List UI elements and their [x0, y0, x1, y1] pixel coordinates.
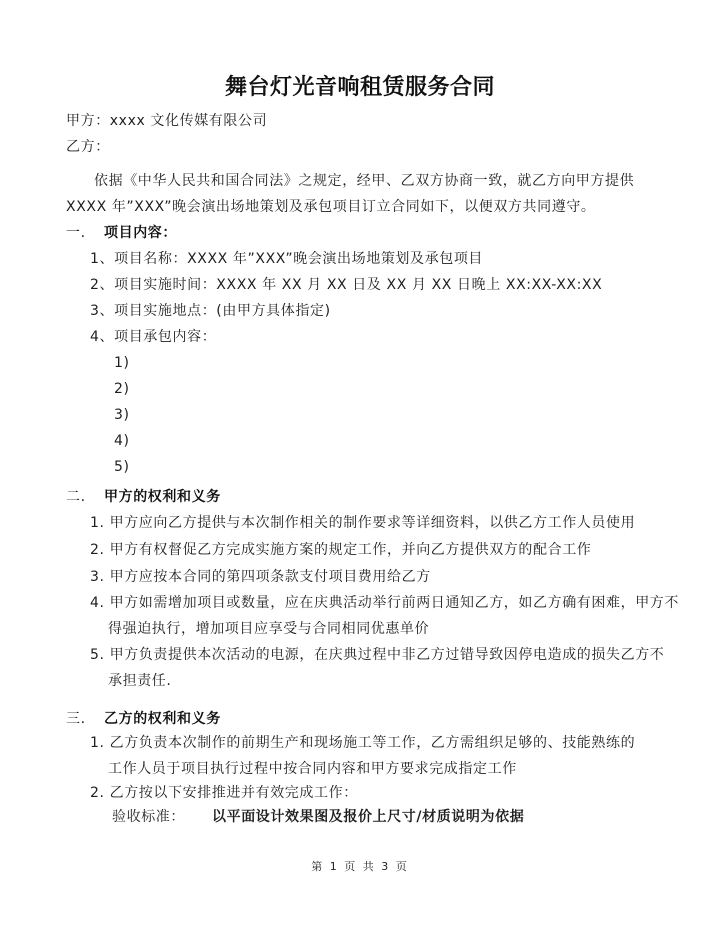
section-3-item-2: 2. 乙方按以下安排推进并有效完成工作： — [90, 785, 358, 801]
acceptance-label: 验收标准： — [112, 809, 185, 825]
section-1-item-1: 1、项目名称：XXXX 年”XXX”晚会演出场地策划及承包项目 — [90, 251, 484, 267]
section-2-item-4-line-2: 得强迫执行，增加项目应享受与合同相同优惠单价 — [108, 621, 430, 637]
section-1-heading — [66, 224, 177, 242]
subitem-1: 1) — [114, 355, 130, 371]
section-1-item-2: 2、项目实施时间：XXXX 年 XX 月 XX 日及 XX 月 XX 日晚上 XX:XX-XX:XX — [90, 277, 603, 293]
subitem-3: 3) — [114, 407, 130, 423]
section-1-item-4: 4、项目承包内容： — [90, 329, 217, 345]
section-1-item-3: 3、项目实施地点：(由甲方具体指定) — [90, 303, 331, 319]
intro-paragraph-line-2: XXXX 年”XXX”晚会演出场地策划及承包项目订立合同如下，以便双方共同遵守。 — [66, 199, 596, 215]
section-2-item-5-line-1: 5. 甲方负责提供本次活动的电源，在庆典过程中非乙方过错导致因停电造成的损失乙方不 — [90, 647, 665, 663]
subitem-2: 2) — [114, 381, 130, 397]
subitem-5: 5) — [114, 459, 130, 475]
section-3-title: 乙方的权利和义务 — [104, 711, 221, 727]
section-3-number: 三. — [66, 711, 86, 727]
section-1-number: 一. — [66, 225, 86, 241]
subitem-4: 4) — [114, 433, 130, 449]
acceptance-value: 以平面设计效果图及报价上尺寸/材质说明为依据 — [212, 809, 525, 825]
section-3-item-1-line-2: 工作人员于项目执行过程中按合同内容和甲方要求完成指定工作 — [108, 761, 517, 777]
section-2-item-3: 3. 甲方应按本合同的第四项条款支付项目费用给乙方 — [90, 569, 431, 585]
section-2-item-2: 2. 甲方有权督促乙方完成实施方案的规定工作，并向乙方提供双方的配合工作 — [90, 542, 592, 558]
section-2-heading — [66, 488, 221, 506]
section-2-item-4-line-1: 4. 甲方如需增加项目或数量，应在庆典活动举行前两日通知乙方，如乙方确有困难，甲方不 — [90, 595, 680, 611]
section-1-title: 项目内容： — [104, 225, 177, 241]
section-2-item-1: 1. 甲方应向乙方提供与本次制作相关的制作要求等详细资料，以供乙方工作人员使用 — [90, 515, 636, 531]
section-2-title: 甲方的权利和义务 — [104, 489, 221, 505]
acceptance-standard-line — [112, 808, 524, 826]
section-3-item-1-line-1: 1. 乙方负责本次制作的前期生产和现场施工等工作，乙方需组织足够的、技能熟练的 — [90, 735, 636, 751]
party-b-line: 乙方： — [66, 139, 110, 155]
party-a-line: 甲方：xxxx 文化传媒有限公司 — [66, 113, 268, 129]
contract-title: 舞台灯光音响租赁服务合同 — [224, 74, 495, 100]
page-indicator: 第 1 页 共 3 页 — [311, 860, 409, 873]
section-2-item-5-line-2: 承担责任. — [108, 673, 172, 689]
section-2-number: 二. — [66, 489, 86, 505]
intro-paragraph-line-1: 依据《中华人民共和国合同法》之规定，经甲、乙双方协商一致，就乙方向甲方提供 — [94, 173, 635, 189]
section-3-heading — [66, 710, 221, 728]
